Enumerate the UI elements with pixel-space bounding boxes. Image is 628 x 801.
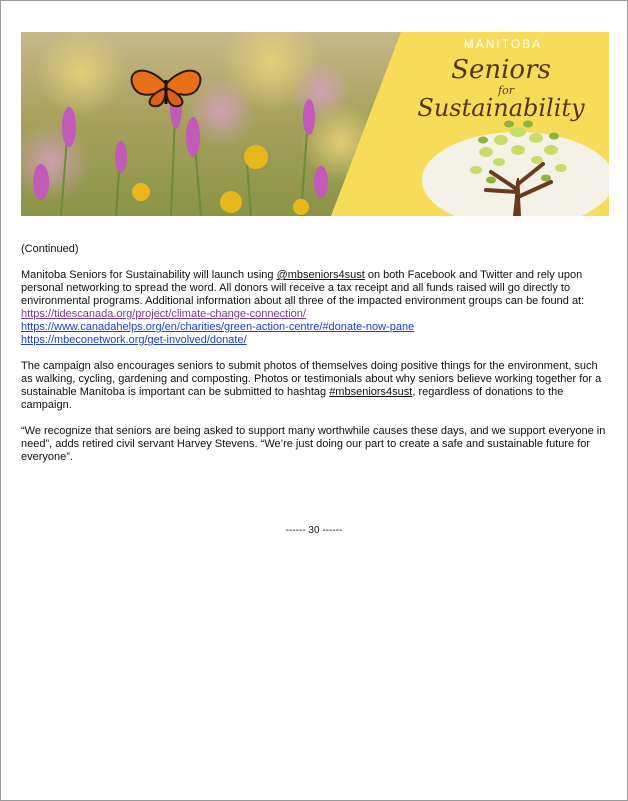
- logo-line-for: for: [498, 84, 514, 97]
- link-canadahelps[interactable]: https://www.canadahelps.org/en/charities/green-action-centre/#donate-now-pane: [21, 321, 415, 333]
- social-handle[interactable]: @mbseniors4sust: [276, 269, 365, 281]
- link-tidescanada[interactable]: https://tidescanada.org/project/climate-change-connection/: [21, 308, 306, 320]
- paragraph-text: on both Facebook and Twitter and rely upon personal networking to spread the word. All donors will receive a tax receipt and all funds raised will go directly to environmental programs. Additional information about all three of the impacted environment groups can be found at:: [21, 269, 585, 307]
- document-body: [21, 243, 611, 477]
- paragraph-text: , regardless of donations to the campaign.: [21, 386, 564, 411]
- logo-line-manitoba: MANITOBA: [463, 37, 543, 51]
- paragraph-text: Manitoba Seniors for Sustainability will launch using: [21, 269, 277, 281]
- logo-line-seniors: Seniors: [451, 55, 551, 85]
- paragraph-quote: “We recognize that seniors are being asked to support many worthwhile causes these days, and we support everyone in need”, adds retired civil servant Harvey Stevens. “We’re just doing our part to create a safe and sustainable future for everyone”.: [21, 425, 606, 463]
- paragraph-campaign: [21, 360, 611, 412]
- link-mbeconetwork[interactable]: https://mbeconetwork.org/get-involved/donate/: [21, 334, 247, 346]
- continued-label: (Continued): [21, 243, 79, 255]
- paragraph-launch: [21, 269, 611, 347]
- logo-line-sustainability: Sustainability: [417, 94, 585, 122]
- paragraph-text: The campaign also encourages seniors to submit photos of themselves doing positive things for the environment, such as walking, cycling, gardening and composting. Photos or testimonials about why seniors believe working together for a sustainable Manitoba is important can be submitted to hashtag: [21, 360, 602, 398]
- header-banner: [21, 32, 609, 216]
- hashtag[interactable]: #mbseniors4sust: [329, 386, 413, 398]
- end-marker: ------ 30 ------: [285, 525, 343, 536]
